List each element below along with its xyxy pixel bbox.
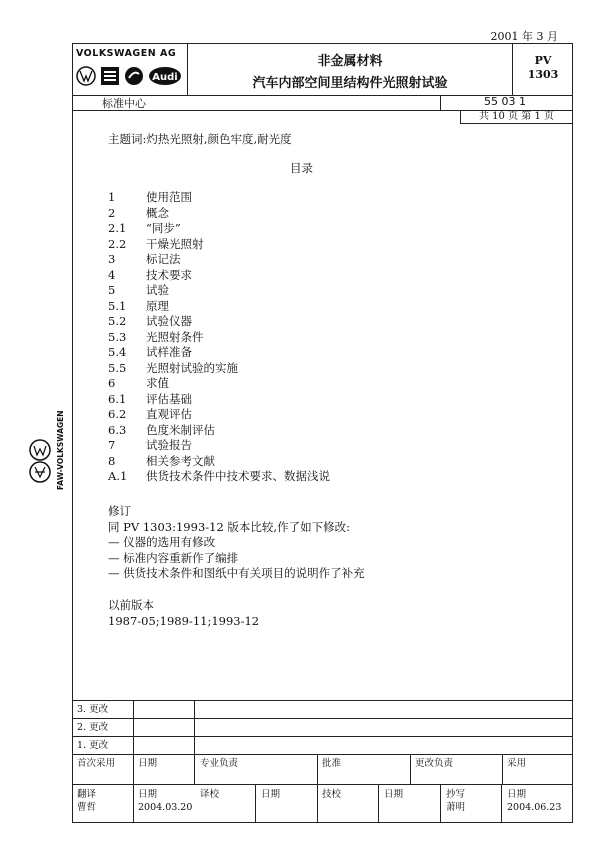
toc-number: 5.2	[108, 314, 127, 328]
toc-number: 4	[108, 267, 116, 282]
toc-entry	[108, 299, 330, 315]
translator-name: 曹哲	[77, 802, 97, 813]
toc-number: 5.4	[108, 345, 127, 359]
toc-number: A.1	[108, 469, 128, 483]
page-count: 共 10 页 第 1 页	[460, 110, 573, 124]
toc-title: 目录	[290, 161, 313, 175]
change-1-label: 1. 更改	[77, 740, 109, 751]
toc-label: 求值	[146, 376, 169, 390]
toc-label: 使用范围	[146, 190, 192, 204]
toc-number: 5.3	[108, 329, 127, 344]
toc-label: 色度米制评估	[146, 422, 215, 437]
toc-entry	[108, 407, 330, 423]
toc-number: 2.2	[108, 236, 127, 251]
document-number: 55 03 1	[484, 95, 526, 108]
toc-label: 光照射条件	[146, 329, 204, 344]
audi-logo-icon	[148, 66, 182, 86]
toc-entry	[108, 221, 330, 237]
toc-label: 评估基础	[146, 391, 192, 406]
toc-number: 2.1	[108, 221, 127, 235]
vw-logo-icon	[76, 66, 96, 86]
date-label: 日期	[138, 758, 158, 769]
final-date-label: 日期	[507, 789, 527, 800]
toc-number: 6.3	[108, 422, 127, 437]
tech-check-label: 技校	[322, 789, 342, 800]
toc-entry	[108, 454, 330, 470]
final-date: 2004.06.23	[507, 802, 562, 813]
previous-versions-heading: 以前版本	[108, 598, 154, 612]
revision-item: — 标准内容重新作了编排	[108, 550, 239, 565]
toc-entry	[108, 206, 330, 222]
toc-label: 试验仪器	[146, 314, 192, 328]
standard-code-block	[513, 43, 573, 81]
copy-name: 萧明	[446, 802, 466, 813]
toc-number: 8	[108, 453, 116, 468]
adopt-label: 采用	[507, 758, 527, 769]
revision-section	[108, 504, 365, 582]
toc-label: 干燥光照射	[146, 236, 204, 251]
brand-logos	[76, 64, 182, 88]
proofread-date-label: 日期	[261, 789, 281, 800]
document-title-block	[188, 43, 513, 95]
toc-number: 1	[108, 190, 116, 204]
standard-number: 1303	[527, 68, 559, 81]
toc-number: 5	[108, 283, 116, 297]
toc-label: 技术要求	[146, 267, 192, 282]
toc-label: 原理	[146, 298, 169, 313]
toc-entry	[108, 438, 330, 454]
change-3-label: 3. 更改	[77, 704, 109, 715]
toc-number: 5.5	[108, 360, 127, 375]
side-company-text: FAW-VOLKSWAGEN	[56, 410, 65, 490]
toc-number: 6.1	[108, 391, 127, 406]
company-block	[72, 43, 188, 95]
change-record-table	[72, 700, 573, 823]
toc-entry	[108, 376, 330, 392]
toc-entry	[108, 190, 330, 206]
toc-entry	[108, 361, 330, 377]
toc-label: 试样准备	[146, 345, 192, 359]
toc-entry	[108, 392, 330, 408]
table-of-contents	[108, 190, 330, 485]
keywords: 主题词:灼热光照射,颜色牢度,耐光度	[108, 132, 292, 146]
document-title: 非金属材料	[317, 54, 383, 69]
revision-item: — 供货技术条件和图纸中有关项目的说明作了补充	[108, 566, 365, 580]
standard-prefix: PV	[534, 54, 552, 67]
toc-entry	[108, 423, 330, 439]
faw-volkswagen-logo	[26, 410, 54, 490]
toc-label: 相关参考文献	[146, 453, 215, 468]
toc-label: “同步”	[146, 221, 181, 235]
toc-number: 7	[108, 438, 116, 452]
header-band	[72, 43, 573, 96]
company-name: VOLKSWAGEN AG	[76, 48, 177, 59]
toc-label: 概念	[146, 205, 169, 220]
toc-entry	[108, 237, 330, 253]
revision-intro: 同 PV 1303:1993-12 版本比较,作了如下修改:	[108, 519, 350, 534]
toc-label: 标记法	[146, 252, 181, 266]
revision-heading: 修订	[108, 504, 131, 518]
previous-versions-list: 1987-05;1989-11;1993-12	[108, 613, 260, 628]
document-date: 2001 年 3 月	[490, 30, 558, 43]
toc-number: 6	[108, 376, 116, 390]
toc-label: 供货技术条件中技术要求、数据浅说	[146, 469, 330, 483]
toc-entry	[108, 345, 330, 361]
proofread-label: 译校	[200, 789, 220, 800]
revision-item: — 仪器的选用有修改	[108, 535, 216, 549]
skoda-logo-icon	[124, 66, 144, 86]
toc-label: 试验	[146, 283, 169, 297]
approval-label: 批准	[322, 758, 342, 769]
toc-number: 6.2	[108, 407, 127, 421]
change-2-label: 2. 更改	[77, 722, 109, 733]
copy-label: 抄写	[446, 789, 466, 800]
toc-number: 3	[108, 252, 116, 266]
svg-text:Audi: Audi	[152, 72, 178, 83]
toc-entry	[108, 330, 330, 346]
toc-label: 光照射试验的实施	[146, 360, 238, 375]
change-owner-label: 更改负责	[415, 758, 454, 769]
department-row	[72, 95, 573, 111]
faw-volkswagen-logo-icon	[26, 410, 54, 490]
seat-logo-icon	[100, 66, 120, 86]
translator-label: 翻译	[77, 789, 97, 800]
department-label: 标准中心	[102, 97, 146, 110]
specialist-label: 专业负责	[200, 758, 239, 769]
toc-entry	[108, 252, 330, 268]
toc-entry	[108, 283, 330, 299]
first-adopted-label: 首次采用	[77, 758, 116, 769]
toc-entry	[108, 469, 330, 485]
translate-date: 2004.03.20	[138, 802, 193, 813]
toc-entry	[108, 268, 330, 284]
previous-versions-section	[108, 598, 259, 629]
toc-number: 5.1	[108, 298, 127, 313]
toc-label: 试验报告	[146, 438, 192, 452]
toc-label: 直观评估	[146, 407, 192, 421]
toc-number: 2	[108, 205, 116, 220]
toc-entry	[108, 314, 330, 330]
document-subtitle: 汽车内部空间里结构件光照射试验	[252, 76, 448, 91]
row-divider	[440, 95, 441, 110]
tech-check-date-label: 日期	[384, 789, 404, 800]
translate-date-label: 日期	[138, 789, 158, 800]
